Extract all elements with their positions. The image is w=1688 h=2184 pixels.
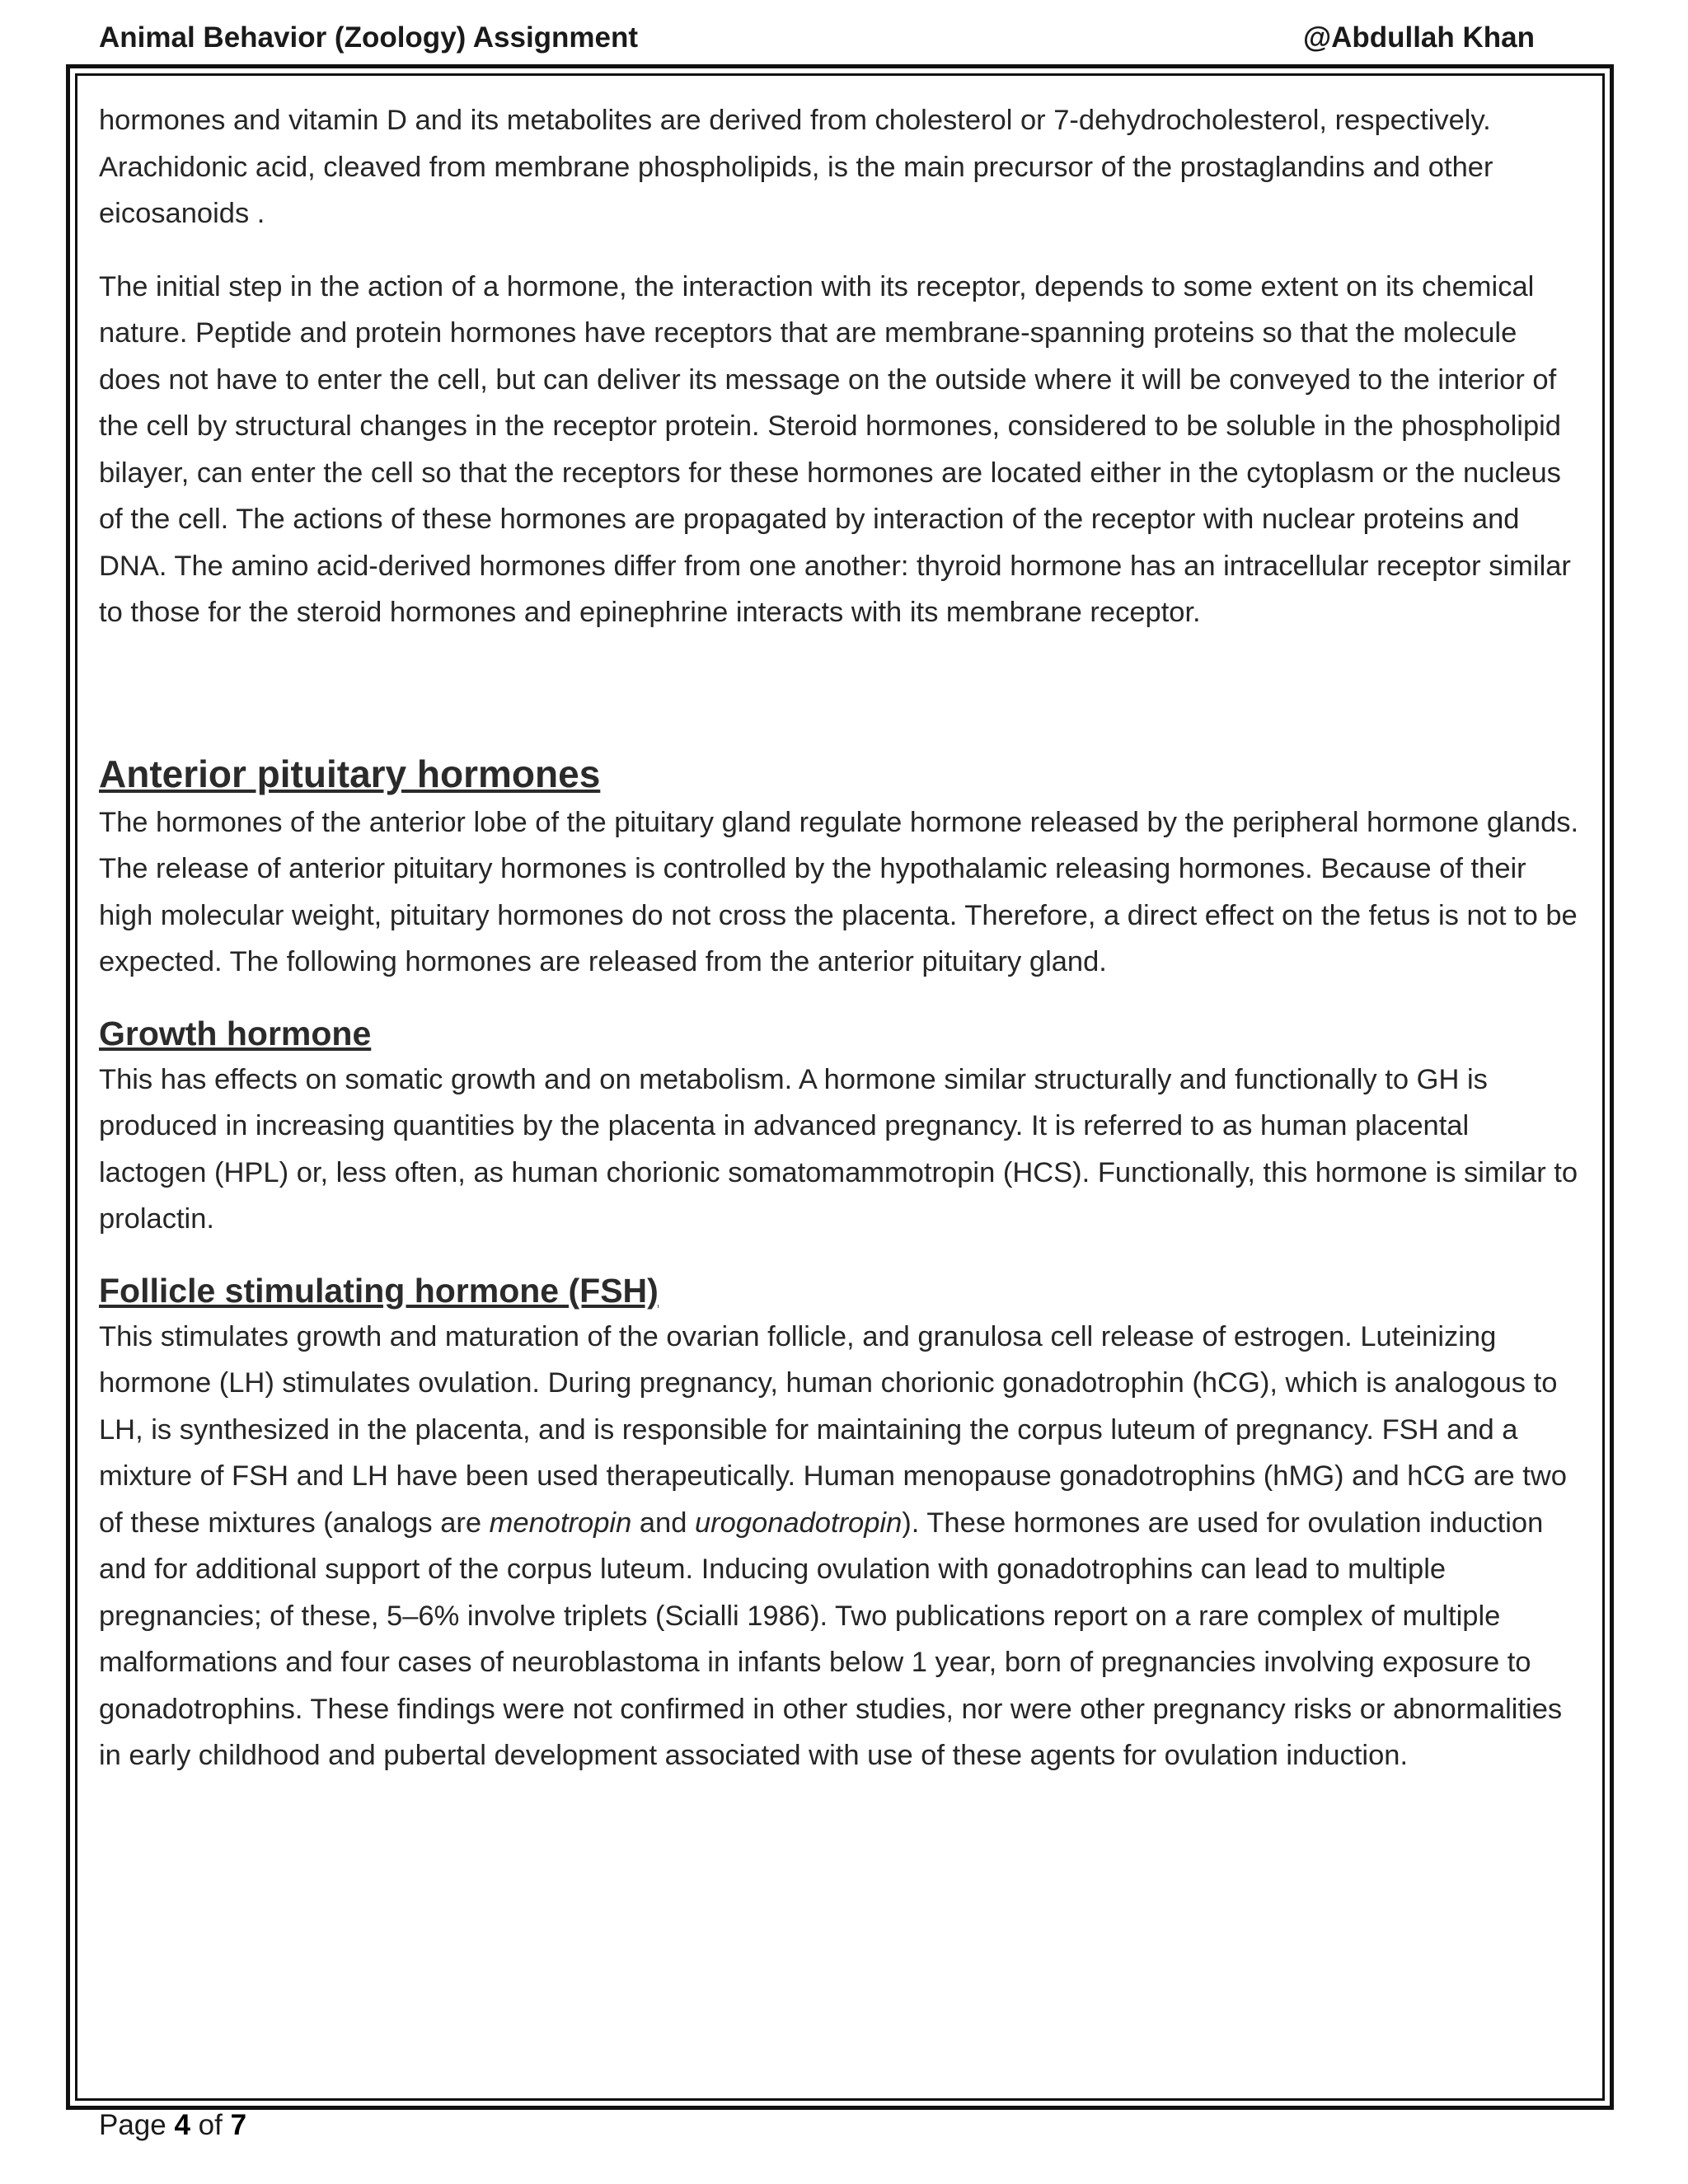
- footer-of-word: of: [190, 2109, 231, 2141]
- document-body: [99, 97, 1582, 1779]
- footer-page-word: Page: [99, 2109, 175, 2141]
- header-author: @Abdullah Khan: [1302, 21, 1535, 54]
- fsh-italic-urogonadotropin: urogonadotropin: [695, 1507, 903, 1539]
- footer-total-pages: 7: [230, 2109, 247, 2141]
- paragraph-fsh: [99, 1314, 1582, 1779]
- paragraph-hormone-precursors: hormones and vitamin D and its metabolites are derived from cholesterol or 7-dehydrocholesterol, respectively. Arachidonic acid, cleaved from membrane phospholipids, is the main precursor of the prostaglandins and other eicosanoids .: [99, 105, 1493, 229]
- fsh-text-part-a: This stimulates growth and maturation of the ovarian follicle, and granulosa cell release of estrogen. Luteinizing hormone (LH) stimulates ovulation. During pregnancy, human chorionic gonadotrophin (hCG), which is analogous to LH, is synthesized in the placenta, and is responsible for maintaining the corpus luteum of pregnancy. FSH and a mixture of FSH and LH have been used therapeutically. Human menopause gonadotrophins (hMG) and hCG are two of these mixtures (analogs are: [99, 1320, 1567, 1539]
- fsh-text-part-b: and: [631, 1507, 695, 1539]
- fsh-italic-menotropin: menotropin: [489, 1507, 632, 1539]
- paragraph-hormone-receptors: The initial step in the action of a hormone, the interaction with its receptor, depends to some extent on its chemical nature. Peptide and protein hormones have receptors that are membrane-spanning proteins so that the molecule does not have to enter the cell, but can deliver its message on the outside where it will be conveyed to the interior of the cell by structural changes in the receptor protein. Steroid hormones, considered to be soluble in the phospholipid bilayer, can enter the cell so that the receptors for these hormones are located either in the cytoplasm or the nucleus of the cell. The actions of these hormones are propagated by interaction of the receptor with nuclear proteins and DNA. The amino acid-derived hormones differ from one another: thyroid hormone has an intracellular receptor similar to those for the steroid hormones and epinephrine interacts with its membrane receptor.: [99, 270, 1571, 628]
- footer-current-page: 4: [174, 2109, 190, 2141]
- paragraph-anterior-pituitary: The hormones of the anterior lobe of the pituitary gland regulate hormone released by the peripheral hormone glands. The release of anterior pituitary hormones is controlled by the hypothalamic releasing hormones. Because of their high molecular weight, pituitary hormones do not cross the placenta. Therefore, a direct effect on the fetus is not to be expected. The following hormones are released from the anterior pituitary gland.: [99, 806, 1579, 977]
- heading-fsh: Follicle stimulating hormone (FSH): [99, 1271, 659, 1310]
- fsh-text-part-c: ). These hormones are used for ovulation induction and for additional support of the corpus luteum. Inducing ovulation with gonadotrophins can lead to multiple pregnancies; of these, 5–6% involve triplets (Scialli 1986). Two publications report on a rare complex of multiple malformations and four cases of neuroblastoma in infants below 1 year, born of pregnancies involving exposure to gonadotrophins. These findings were not confirmed in other studies, nor were other pregnancy risks or abnormalities in early childhood and pubertal development associated with use of these agents for ovulation induction.: [99, 1507, 1563, 1771]
- page-header: [99, 21, 1535, 59]
- paragraph-growth-hormone: This has effects on somatic growth and on metabolism. A hormone similar structurally and functionally to GH is produced in increasing quantities by the placenta in advanced pregnancy. It is referred to as human placental lactogen (HPL) or, less often, as human chorionic somatomammotropin (HCS). Functionally, this hormone is similar to prolactin.: [99, 1063, 1578, 1235]
- header-course-title: Animal Behavior (Zoology) Assignment: [99, 21, 639, 54]
- page-footer: [99, 2107, 246, 2144]
- heading-growth-hormone: Growth hormone: [99, 1014, 372, 1052]
- heading-anterior-pituitary: Anterior pituitary hormones: [99, 752, 601, 795]
